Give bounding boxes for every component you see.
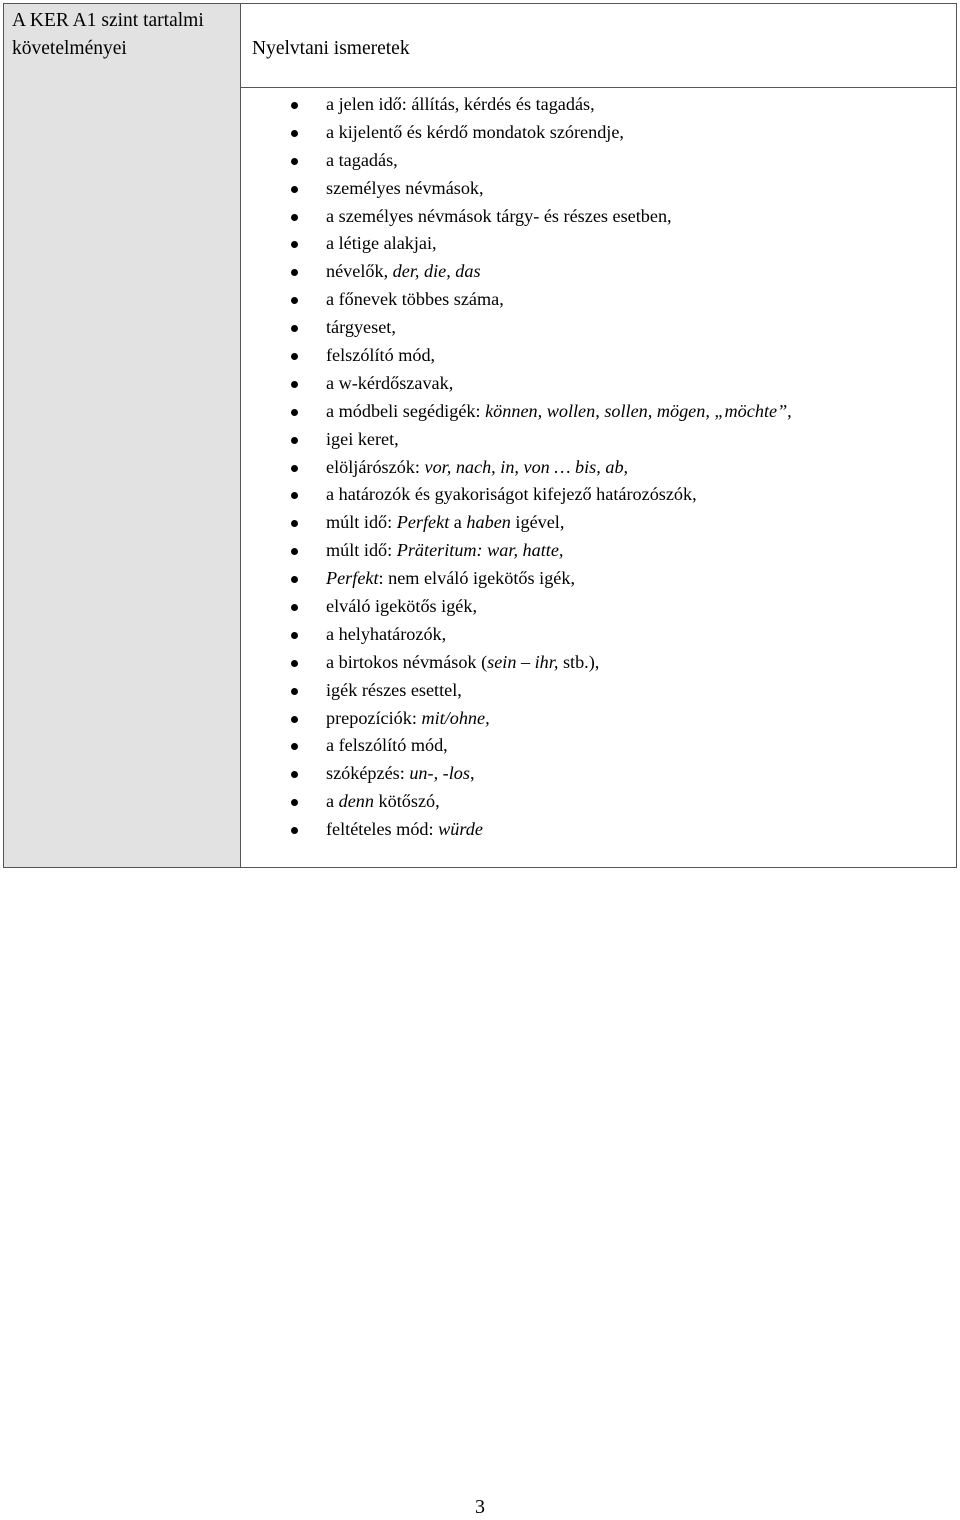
bullet-icon (291, 102, 298, 109)
list-item-text: würde (438, 819, 483, 840)
list-item-text: a létige alakjai, (326, 233, 437, 254)
list-item-text: szóképzés: (326, 763, 410, 784)
bullet-icon (291, 632, 298, 639)
list-item (241, 175, 792, 203)
list-item (241, 649, 792, 677)
list-item (241, 342, 792, 370)
list-item-text: igei keret, (326, 428, 399, 449)
list-item-text: stb.), (558, 651, 600, 672)
bullet-icon (291, 827, 298, 834)
list-item (241, 147, 792, 175)
list-item (241, 509, 792, 537)
list-item-text: Präteritum: war, hatte, (396, 540, 564, 561)
list-item-text: vor, nach, in, von … bis, ab, (424, 456, 629, 477)
list-item (241, 398, 792, 426)
list-item-text: der, die, das (392, 261, 481, 282)
bullet-icon (291, 214, 298, 221)
grammar-list (241, 91, 792, 844)
bullet-icon (291, 269, 298, 276)
list-item-text: sein – ihr, (487, 651, 559, 672)
list-item-text: személyes névmások, (326, 177, 484, 198)
list-item-text: : nem elváló igekötős igék, (378, 568, 575, 589)
list-item-text: a főnevek többes száma, (326, 289, 504, 310)
list-item (241, 760, 792, 788)
list-item (241, 91, 792, 119)
list-item (241, 258, 792, 286)
list-item-text: igék részes esettel, (326, 679, 462, 700)
page-number: 3 (475, 1496, 485, 1518)
bullet-icon (291, 520, 298, 527)
bullet-icon (291, 660, 298, 667)
bullet-icon (291, 465, 298, 472)
bullet-icon (291, 771, 298, 778)
list-item (241, 481, 792, 509)
bullet-icon (291, 241, 298, 248)
list-item-text: múlt idő: (326, 540, 397, 561)
list-item (241, 593, 792, 621)
bullet-icon (291, 799, 298, 806)
list-item (241, 454, 792, 482)
list-item (241, 426, 792, 454)
bullet-icon (291, 576, 298, 583)
list-item-text: névelők, (326, 261, 393, 282)
list-item-text: prepozíciók: (326, 707, 422, 728)
bullet-icon (291, 548, 298, 555)
list-item-text: a személyes névmások tárgy- és részes esetben, (326, 205, 672, 226)
bullet-icon (291, 325, 298, 332)
list-item-text: a felszólító mód, (326, 735, 448, 756)
list-item-text: a jelen idő: állítás, kérdés és tagadás, (326, 94, 595, 114)
list-item (241, 705, 792, 733)
bullet-icon (291, 409, 298, 416)
list-item (241, 119, 792, 147)
list-item (241, 370, 792, 398)
right-column-header (241, 4, 956, 88)
list-item-text: a birtokos névmások ( (326, 651, 488, 672)
left-column-header: A KER A1 szint tartalmi követelményei (12, 10, 204, 59)
list-item (241, 677, 792, 705)
right-column-header-text: Nyelvtani ismeretek (252, 38, 410, 59)
list-item (241, 537, 792, 565)
list-item-text: a w-kérdőszavak, (326, 372, 454, 393)
bullet-icon (291, 604, 298, 611)
bullet-icon (291, 716, 298, 723)
grammar-table (3, 3, 957, 868)
bullet-icon (291, 492, 298, 499)
list-item-text: a (449, 512, 467, 533)
bullet-icon (291, 743, 298, 750)
list-item (241, 816, 792, 844)
list-item-text: a (326, 791, 339, 812)
list-item-text: elváló igekötős igék, (326, 596, 478, 617)
bullet-icon (291, 158, 298, 165)
list-item-text: , (469, 763, 475, 784)
list-item-text: múlt idő: (326, 512, 397, 533)
list-item-text: igével, (510, 512, 565, 533)
bullet-icon (291, 130, 298, 137)
list-item-text: mit/ohne, (421, 707, 490, 728)
bullet-icon (291, 297, 298, 304)
list-item-text: kötőszó, (373, 791, 440, 812)
list-item (241, 621, 792, 649)
list-item-text: a tagadás, (326, 149, 398, 170)
left-column (4, 4, 241, 867)
list-item-text: un-, -los (409, 763, 470, 784)
list-item-text: a módbeli segédigék: (326, 400, 486, 421)
list-item-text: Perfekt (396, 512, 450, 533)
list-item (241, 230, 792, 258)
list-item-text: haben (466, 512, 511, 533)
list-item-text: felszólító mód, (326, 345, 436, 366)
list-item-text: tárgyeset, (326, 317, 396, 338)
list-item (241, 203, 792, 231)
list-item-text: denn (338, 791, 374, 812)
list-item (241, 732, 792, 760)
list-item-text: können, wollen, sollen, mögen, „möchte”, (485, 400, 792, 421)
list-item-text: a helyhatározók, (326, 623, 447, 644)
bullet-icon (291, 186, 298, 193)
list-item (241, 286, 792, 314)
list-item-text: a határozók és gyakoriságot kifejező határozószók, (326, 484, 697, 505)
list-item-text: a kijelentő és kérdő mondatok szórendje, (326, 121, 624, 142)
list-item-text: elöljárószók: (326, 456, 425, 477)
bullet-icon (291, 381, 298, 388)
list-item (241, 788, 792, 816)
bullet-icon (291, 688, 298, 695)
list-item (241, 314, 792, 342)
list-item-text: feltételes mód: (326, 819, 439, 840)
bullet-icon (291, 353, 298, 360)
bullet-icon (291, 437, 298, 444)
list-item (241, 565, 792, 593)
list-item-text: Perfekt (326, 568, 379, 589)
